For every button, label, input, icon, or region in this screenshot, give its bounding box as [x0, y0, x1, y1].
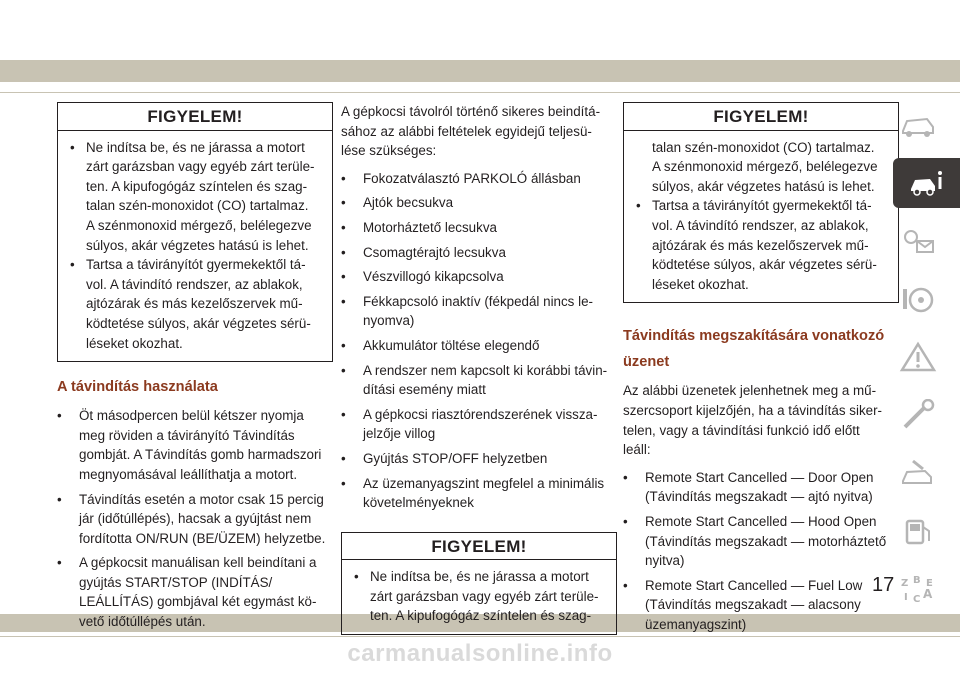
text-line: léseket okozhat. — [86, 335, 183, 351]
text-line: • Ne indítsa be, és ne járassa a motort — [370, 569, 589, 585]
text-line: ten. A kipufogógáz színtelen és szag- — [370, 608, 592, 624]
list-item — [341, 218, 617, 238]
svg-text:Z: Z — [901, 578, 909, 589]
warning-title: FIGYELEM! — [342, 533, 616, 561]
list-item — [341, 243, 617, 263]
text-line: fordította ON/RUN (BE/ÜZEM) helyzetbe. — [79, 530, 326, 546]
tools-icon — [899, 399, 937, 431]
text-line: ajtózárak és más kezelőszervek mű- — [652, 237, 869, 253]
text-line: talan szén-monoxidot (CO) tartalmaz. — [652, 139, 875, 155]
text-line: nyomva) — [363, 313, 415, 329]
list-item — [341, 193, 617, 213]
intro-paragraph — [623, 381, 899, 459]
text-line: • Csomagtérajtó lecsukva — [363, 244, 506, 260]
svg-text:E: E — [926, 578, 933, 589]
text-line: ajtózárak és más kezelőszervek mű- — [86, 296, 303, 312]
warning-continuation — [632, 138, 888, 197]
text-line: • Távindítás esetén a motor csak 15 percig — [79, 491, 324, 507]
warning-bullet — [66, 255, 322, 353]
lights-message-icon — [899, 225, 937, 257]
text-line: gombját. A Távindítás gomb harmadszori — [79, 447, 322, 463]
text-line: jár (időtúllépés), hacsak a gyújtást nem — [79, 511, 312, 527]
text-line: • A gépkocsi riasztórendszerének vissza- — [363, 406, 598, 422]
warning-box — [341, 532, 617, 635]
text-line: sához az alábbi feltételek egyidejű teljesü- — [341, 123, 592, 139]
text-line: • Vészvillogó kikapcsolva — [363, 269, 504, 285]
list-item — [623, 576, 899, 635]
column-1 — [57, 102, 333, 637]
warning-bullet — [350, 567, 606, 626]
column-3 — [623, 102, 899, 639]
text-line: üzemanyagszint) — [645, 616, 747, 632]
section-tabs — [893, 100, 943, 622]
text-line: telen, vagy a távindítási funkció idő előtt — [623, 422, 860, 438]
tab-car-info[interactable] — [893, 158, 960, 208]
spacer — [341, 518, 617, 532]
warning-body — [342, 560, 616, 634]
text-line: gyújtás START/STOP (INDÍTÁS/ — [79, 574, 273, 590]
bullet-list — [57, 406, 333, 632]
warning-title: FIGYELEM! — [58, 103, 332, 131]
text-line: • Öt másodpercen belül kétszer nyomja — [79, 408, 304, 424]
index-letters-icon — [899, 573, 937, 605]
text-line: • Tartsa a távirányítót gyermekektől tá- — [86, 257, 306, 273]
warning-triangle-icon — [899, 341, 937, 373]
text-line: LEÁLLÍTÁS) gombjával két egymást kö- — [79, 594, 317, 610]
text-line: vol. A távindító rendszer, az ablakok, — [86, 276, 303, 292]
text-line: ködtetése súlyos, akár végzetes sérü- — [86, 315, 311, 331]
text-line: ten. A kipufogógáz színtelen és szag- — [86, 178, 308, 194]
text-line: megnyomásával leállíthatja a motort. — [79, 466, 298, 482]
text-line: • Fokozatválasztó PARKOLÓ állásban — [363, 170, 581, 186]
bullet-list — [623, 468, 899, 635]
text-line: követelményeknek — [363, 495, 474, 511]
bullet-list — [341, 169, 617, 513]
list-item — [341, 405, 617, 444]
list-item — [341, 361, 617, 400]
warning-body — [58, 131, 332, 362]
text-line: • Gyújtás STOP/OFF helyzetben — [363, 450, 548, 466]
text-line: • Remote Start Cancelled — Hood Open — [645, 513, 877, 529]
watermark: carmanualsonline.info — [347, 640, 613, 667]
text-line: A szénmonoxid mérgező, belélegezve — [652, 159, 878, 175]
column-2 — [341, 102, 617, 645]
text-line: • Tartsa a távirányítót gyermekektől tá- — [652, 198, 872, 214]
text-line: (Távindítás megszakadt — alacsony — [645, 597, 861, 613]
warning-box — [57, 102, 333, 362]
list-item — [57, 553, 333, 631]
text-line: lése szükséges: — [341, 143, 437, 159]
text-line: • A rendszer nem kapcsolt ki korábbi távin- — [363, 362, 608, 378]
tab-wrench-car[interactable] — [893, 448, 943, 498]
tab-warning-triangle[interactable] — [893, 332, 943, 382]
text-line: • Remote Start Cancelled — Door Open — [645, 469, 874, 485]
text-line: nyitva) — [645, 553, 685, 569]
text-line: meg röviden a távirányító Távindítás — [79, 427, 295, 443]
list-item — [341, 169, 617, 189]
fuel-icon — [899, 515, 937, 547]
warning-body — [624, 131, 898, 303]
list-item — [341, 449, 617, 469]
warning-title: FIGYELEM! — [624, 103, 898, 131]
wrench-car-icon — [899, 457, 937, 489]
list-item — [57, 490, 333, 549]
list-item — [623, 512, 899, 571]
steering-wheel-icon — [899, 283, 937, 315]
text-line: • Remote Start Cancelled — Fuel Low — [645, 577, 863, 593]
list-item — [341, 292, 617, 331]
warning-bullet — [632, 196, 888, 294]
text-line: vető időtúllépés után. — [79, 614, 206, 630]
tab-car-overview[interactable] — [893, 100, 943, 150]
heading-line: Távindítás megszakítására vonatkozó — [623, 328, 885, 345]
text-line: súlyos, akár végzetes hatású is lehet. — [86, 237, 309, 253]
text-line: zárt garázsban vagy egyéb zárt terüle- — [370, 588, 599, 604]
text-line: • Motorháztető lecsukva — [363, 219, 497, 235]
text-line: ködtetése súlyos, akár végzetes sérü- — [652, 257, 877, 273]
tab-lights-message[interactable] — [893, 216, 943, 266]
text-line: • Az üzemanyagszint megfelel a minimális — [363, 475, 605, 491]
page-number: 17 — [872, 574, 895, 596]
car-overview-icon — [899, 109, 937, 141]
warning-box — [623, 102, 899, 303]
top-hairline — [0, 92, 960, 93]
svg-text:B: B — [913, 575, 921, 586]
text-line: • Ne indítsa be, és ne járassa a motort — [86, 139, 305, 155]
section-heading: A távindítás használata — [57, 379, 218, 396]
intro-paragraph — [341, 102, 617, 161]
text-line: vol. A távindító rendszer, az ablakok, — [652, 217, 869, 233]
text-line: dítási esemény miatt — [363, 382, 486, 398]
heading-line: üzenet — [623, 354, 670, 371]
text-line: Az alábbi üzenetek jelenhetnek meg a mű- — [623, 383, 877, 399]
text-line: • A gépkocsit manuálisan kell beindítani a — [79, 555, 317, 571]
text-line: leáll: — [623, 442, 651, 458]
tab-fuel[interactable] — [893, 506, 943, 556]
car-info-icon — [908, 167, 946, 199]
warning-bullet — [66, 138, 322, 256]
tab-steering-wheel[interactable] — [893, 274, 943, 324]
text-line: zárt garázsban vagy egyéb zárt terüle- — [86, 159, 315, 175]
text-line: • Fékkapcsoló inaktív (fékpedál nincs le- — [363, 293, 593, 309]
section-heading — [623, 325, 899, 373]
tab-tools[interactable] — [893, 390, 943, 440]
list-item — [341, 336, 617, 356]
svg-text:C: C — [913, 594, 921, 605]
top-color-band — [0, 60, 960, 82]
list-item — [341, 267, 617, 287]
top-band — [0, 0, 960, 86]
text-line: (Távindítás megszakadt — motorháztető — [645, 533, 887, 549]
svg-text:A: A — [923, 587, 933, 601]
svg-text:I: I — [904, 592, 908, 603]
text-line: (Távindítás megszakadt — ajtó nyitva) — [645, 489, 873, 505]
text-line: • Akkumulátor töltése elegendő — [363, 337, 540, 353]
text-line: • Ajtók becsukva — [363, 195, 454, 211]
text-line: A szénmonoxid mérgező, belélegezve — [86, 217, 312, 233]
list-item — [57, 406, 333, 484]
text-line: jelzője villog — [363, 426, 436, 442]
list-item — [623, 468, 899, 507]
text-line: A gépkocsi távolról történő sikeres beindítá- — [341, 104, 601, 119]
list-item — [341, 474, 617, 513]
text-line: talan szén-monoxidot (CO) tartalmaz. — [86, 198, 309, 214]
text-line: szercsoport kijelzőjén, ha a távindítás siker- — [623, 402, 882, 418]
text-line: léseket okozhat. — [652, 276, 749, 292]
text-line: súlyos, akár végzetes hatású is lehet. — [652, 178, 875, 194]
